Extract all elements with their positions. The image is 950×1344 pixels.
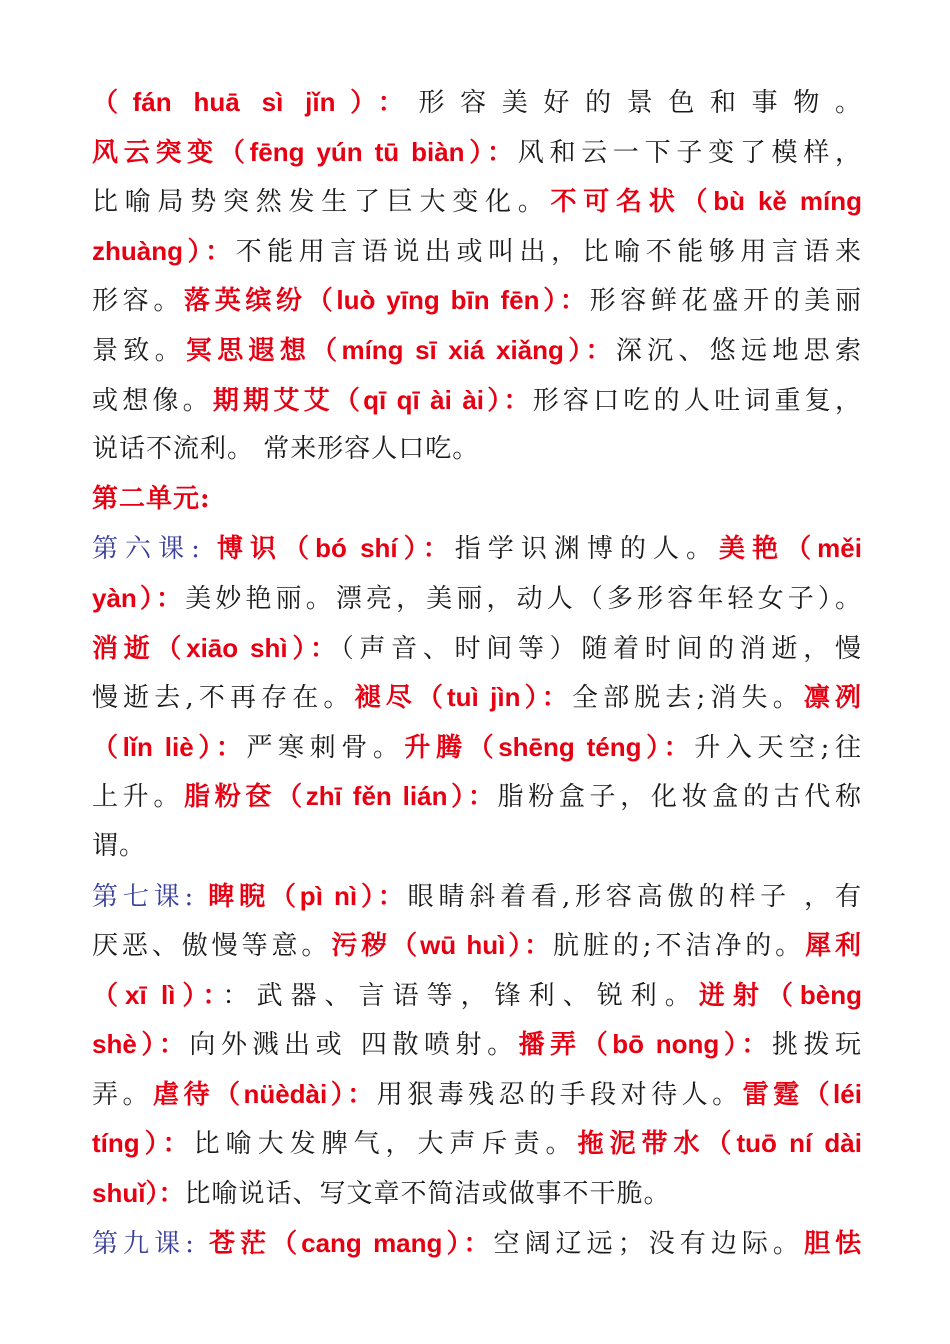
definition: 慢逝去,不再存在。 [92,683,355,714]
text-line [92,128,862,178]
definition: 升入天空;往 [694,732,862,763]
text-line [92,624,862,674]
definition: 或想像。 [92,385,213,416]
definition: 景致。 [92,335,186,366]
lesson-label: 第九课: [92,1228,195,1259]
pinyin: （qī qī ài ài）： [333,384,533,415]
pinyin: （fán huā sì jǐn）： [92,87,419,117]
vocab-term: 消逝 [92,633,156,664]
pinyin: （lǐn liè）： [92,731,247,762]
text-line [92,524,862,574]
text-line [92,772,862,822]
vocab-term: 虐待 [152,1079,214,1110]
definition: 不能用言语说出或叫出，比喻不能够用言语来 [235,236,862,267]
definition: 形容鲜花盛开的美丽 [589,286,862,317]
definition: 比喻说话、写文章不简洁或做事不干脆。 [184,1179,671,1210]
pinyin: （bù kě míng [681,186,862,217]
definition: ：武器、言语等，锋利、锐利。 [222,980,699,1011]
pinyin: （bó shí）： [283,533,455,564]
text-line [92,723,862,773]
definition: 上升。 [92,782,185,813]
text-line [92,227,862,277]
definition: 严寒刺骨。 [246,732,405,763]
pinyin: （nüèdài）： [213,1078,377,1109]
definition: 比喻大发脾气，大声斥责。 [193,1129,578,1160]
definition: 形容美好的景色和事物。 [418,88,862,118]
vocab-term: 博识 [200,534,284,565]
definition: 弄。 [92,1079,153,1110]
vocab-term: 睥睨 [194,881,270,912]
pinyin: yàn）： [92,582,186,613]
definition: 形容口吃的人吐词重复， [532,385,862,416]
text-line [92,276,862,326]
definition: 指学识渊博的人。 [454,534,720,565]
vocab-term: 污秽 [331,931,392,962]
vocab-term: 脂粉奁 [184,782,277,813]
vocab-term: 雷霆 [742,1079,804,1110]
definition: 眼睛斜着看,形容高傲的样子 ，有 [407,881,863,912]
pinyin: （cang mang）： [271,1227,494,1258]
definition: 比喻局势突然发生了巨大变化。 [92,187,551,218]
vocab-term: 不可名状 [550,187,682,218]
pinyin: （míng sī xiá xiǎng）： [311,334,616,365]
text-line [92,971,862,1021]
definition: 说话不流利。 常来形容人口吃。 [92,434,480,465]
vocab-term: 冥思遐想 [185,335,312,366]
definition: 风和云一下子变了模样， [517,137,862,168]
vocab-term: 苍茫 [194,1228,272,1259]
text-line [92,822,862,872]
vocab-term: 凛冽 [803,683,862,714]
vocab-term: 迸射 [698,980,767,1011]
vocab-term: 风云突变 [92,137,219,168]
text-line [92,1169,862,1219]
vocab-term: 拖泥带水 [577,1129,706,1160]
vocab-term: 落英缤纷 [184,286,307,317]
vocab-term: 褪尽 [354,683,417,714]
pinyin: shuǐ）： [92,1178,185,1209]
text-line [92,78,862,128]
lesson-label: 第七课: [92,881,195,912]
text-line [92,921,862,971]
pinyin: （wū huì）： [391,930,554,961]
pinyin: （léi [803,1078,862,1109]
document-page [92,78,862,1268]
definition: 用狠毒残忍的手段对待人。 [376,1079,743,1110]
definition: 全部脱去;消失。 [571,683,804,714]
pinyin: （bèng [766,979,862,1010]
text-line [92,574,862,624]
text-line [92,673,862,723]
definition: 向外溅出或 四散喷射。 [189,1030,519,1061]
definition: 脂粉盒子，化妆盒的古代称 [497,782,862,813]
pinyin: （tuō ní dài [705,1128,862,1159]
pinyin: （bō nong）： [581,1029,772,1060]
vocab-term: 期期艾艾 [212,385,334,416]
lesson-label: 第六课: [92,534,201,565]
text-line [92,376,862,426]
text-line [92,475,862,525]
pinyin: （měi [785,533,862,564]
definition: 空阔辽远；没有边际。 [493,1228,804,1259]
vocab-term: 犀利 [805,931,862,962]
definition: 厌恶、傲慢等意。 [92,931,332,962]
pinyin: tíng）： [92,1128,194,1159]
vocab-term: 播弄 [518,1030,582,1061]
definition: 谓。 [92,830,147,861]
pinyin: （tuì jìn）： [416,682,572,713]
definition: （声音、时间等）随着时间的消逝，慢 [340,633,862,664]
text-line [92,425,862,475]
pinyin: （xiāo shì）： [155,632,341,663]
pinyin: （xī lì）： [92,979,223,1010]
definition: 肮脏的;不洁净的。 [553,931,806,962]
definition: 形容。 [92,286,185,317]
text-line [92,326,862,376]
text-line [92,177,862,227]
text-line [92,1070,862,1120]
pinyin: zhuàng）： [92,235,236,266]
pinyin: （zhī fěn lián）： [276,781,498,812]
unit-heading: 第二单元: [92,483,211,514]
pinyin: （luò yīng bīn fēn）： [306,285,590,316]
vocab-term: 胆怯 [803,1228,862,1259]
text-line [92,1119,862,1169]
definition: 挑拨玩 [771,1030,862,1061]
pinyin: shè）： [92,1029,190,1060]
pinyin: （fēng yún tū biàn）： [218,136,518,167]
vocab-term: 美艳 [719,534,786,565]
definition: 深沉、悠远地思索 [615,335,862,366]
text-line [92,1020,862,1070]
pinyin: （pì nì）： [269,880,408,911]
vocab-term: 升腾 [404,732,468,763]
text-line [92,1219,862,1269]
definition: 美妙艳丽。漂亮，美丽，动人（多形容年轻女子）。 [185,583,862,614]
text-line [92,872,862,922]
pinyin: （shēng téng）： [467,731,695,762]
